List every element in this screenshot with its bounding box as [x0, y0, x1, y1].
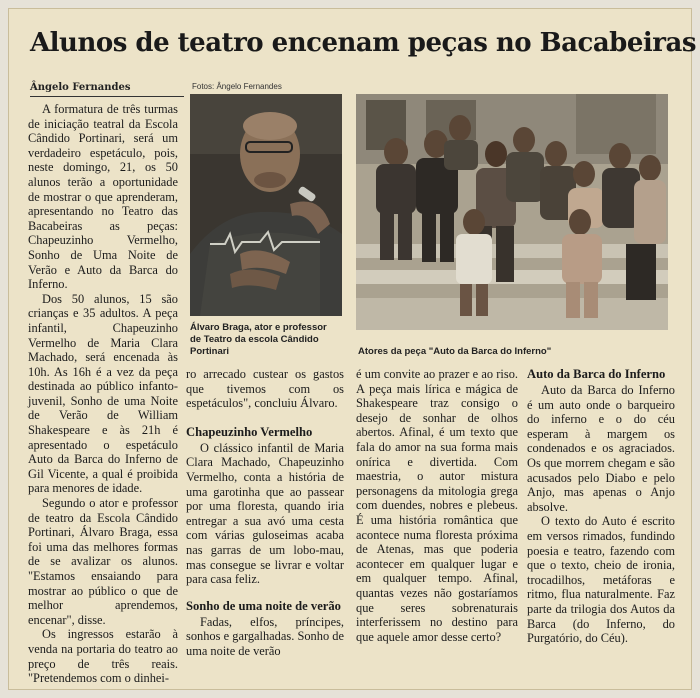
col1-para-3: Segundo o ator e professor de teatro da Escola Cândido Portinari, Álvaro Braga, essa foi uma das melhores formas de se avalizar os alunos. "Estamos ensaiando para mostrar ao público o que de melhor aprendemos, encenar", disse. — [28, 496, 178, 627]
col1-para-2: Dos 50 alunos, 15 são crianças e 35 adultos. A peça infantil, Chapeuzinho Vermelho de Maria Clara Machado, será encenada às 10h. As 16h é a vez da peça destinada ao público infanto-juvenil, Sonho de uma Noite de Verão de William Shakespeare e às 21h é apresentado o espetáculo Auto da Barca do Inferno de Gil Vicente, a qual é proibida para menores de idade. — [28, 291, 178, 496]
col4-para-1: Auto da Barca do Inferno é um auto onde o barqueiro do inferno e o do céu esperam à margem os condenados e os agraciados. Os que morrem chegam e são acusados pelo Diabo e pelo Anjo, mas apenas o Anjo absolve. — [527, 383, 675, 514]
actors-photo-art — [356, 94, 668, 330]
photo-credit: Fotos: Ângelo Fernandes — [192, 82, 282, 91]
subhead-sonho: Sonho de uma noite de verão — [186, 598, 341, 613]
col2-intro: ro arrecado custear os gastos que tivemos com os espetáculos", concluiu Álvaro. — [186, 367, 344, 411]
col1-para-1: A formatura de três turmas de iniciação teatral da Escola Cândido Portinari, será um verdadeiro espetáculo, pois, neste domingo, 21, os 50 alunos terão a oportunidade de mostrar o que aprenderam, apresentando no Teatro das Bacabeiras as peças: Chapeuzinho Vermelho, Sonho de Uma Noite de Verão e Auto da Barca do Inferno. — [28, 102, 178, 292]
teacher-caption: Álvaro Braga, ator e professor de Teatro da escola Cândido Portinari — [190, 322, 327, 357]
headline: Alunos de teatro encenam peças no Bacabeiras — [30, 28, 696, 58]
column-4 — [527, 367, 675, 646]
byline: Ângelo Fernandes — [30, 82, 131, 93]
actors-caption: Atores da peça "Auto da Barca do Inferno" — [358, 346, 552, 357]
subhead-chapeuzinho: Chapeuzinho Vermelho — [186, 424, 313, 439]
col2-para-1: O clássico infantil de Maria Clara Machado, Chapeuzinho Vermelho, conta a história de uma garotinha que ao passear por uma floresta, quando iria entregar a sua avó uma cesta com várias guloseimas acaba nas garras de um lobo-mau, mas consegue se livrar e voltar para casa feliz. — [186, 440, 344, 587]
teacher-photo — [190, 94, 342, 316]
teacher-photo-art — [190, 94, 342, 316]
col1-para-4: Os ingressos estarão à venda na portaria do teatro ao preço de três reais. "Pretendemos com o dinhei- — [28, 627, 178, 686]
subhead-auto-da-barca: Auto da Barca do Inferno — [527, 367, 666, 381]
col3-para: é um convite ao prazer e ao riso. A peça mais lírica e mágica de Shakespeare traz consigo o desejo de sonhar de olhos abertos. Afinal, é um texto que fala do amor na sua forma mais onírica e divertida. Com maestria, o autor mistura personagens da mitologia grega com duendes, nobres e plebeus. É uma história romântica que acontece numa floresta próxima de Atenas, mas que poderia acontecer em qualquer lugar e em qualquer tempo. Afinal, quantas vezes não gostaríamos que seres sobrenaturais interferissem no destino para que aquele amor desse certo? — [356, 367, 518, 644]
column-2 — [186, 367, 344, 659]
column-1 — [28, 102, 178, 686]
col4-para-2: O texto do Auto é escrito em versos rimados, fundindo poesia e teatro, fazendo com que o texto, cheio de ironia, trocadilhos, metáforas e ritmo, flua naturalmente. Faz parte da trilogia dos Autos da Barca (do Inferno, do Purgatório, do Céu). — [527, 514, 675, 646]
column-3 — [356, 367, 518, 644]
col2-para-2: Fadas, elfos, príncipes, sonhos e gargalhadas. Sonho de uma noite de verão — [186, 614, 344, 658]
actors-photo — [356, 94, 668, 330]
byline-rule — [30, 96, 184, 97]
